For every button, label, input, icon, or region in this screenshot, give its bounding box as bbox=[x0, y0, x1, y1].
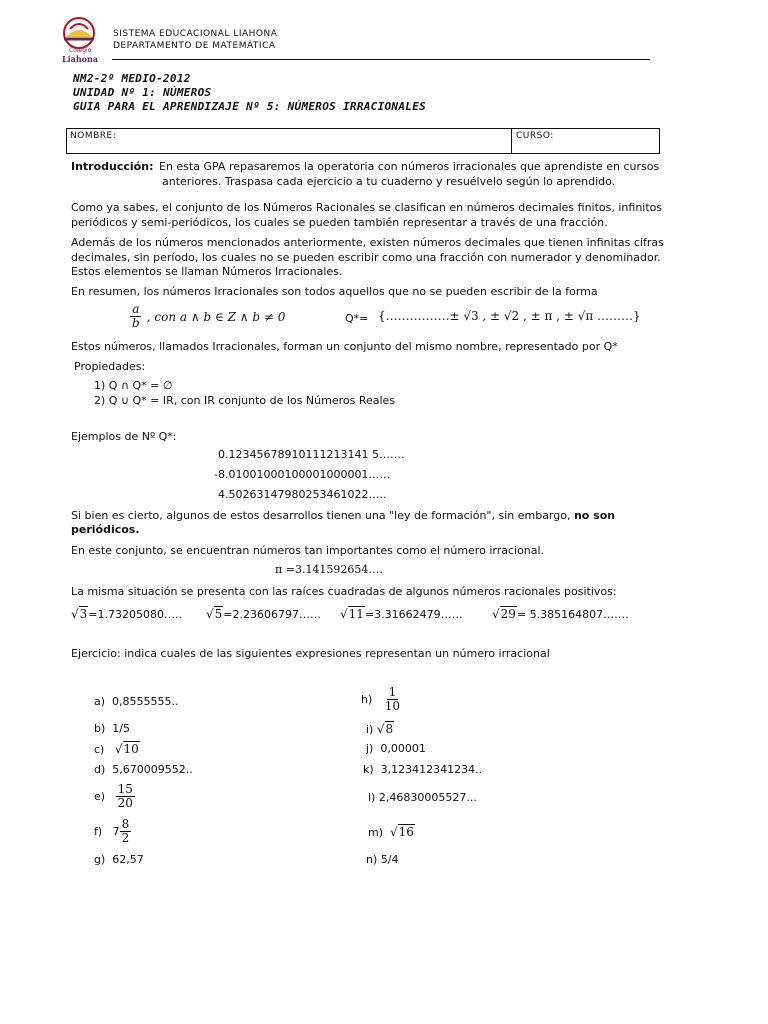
paragraph-6: En este conjunto, se encuentran números tan importantes como el número irracional. bbox=[71, 544, 545, 557]
paragraph-2-line-1: Además de los números mencionados anteriormente, existen números decimales que tienen infinitas cifras bbox=[71, 236, 664, 249]
school-logo bbox=[54, 15, 104, 65]
exercise-item-c: c) √10 bbox=[94, 742, 139, 756]
paragraph-2-line-3: Estos elementos se llaman Números Irracionales. bbox=[71, 265, 343, 278]
exercise-instruction: Ejercicio: indica cuales de las siguientes expresiones representan un número irracional bbox=[71, 647, 550, 660]
root-4-value: = 5.385164807……. bbox=[516, 608, 629, 621]
root-2-value: =2.23606797…… bbox=[223, 608, 321, 621]
paragraph-3: En resumen, los números Irracionales son todos aquellos que no se pueden escribir de la forma bbox=[71, 285, 598, 298]
course-field[interactable]: CURSO: bbox=[516, 131, 554, 141]
intro-label: Introducción: bbox=[71, 160, 154, 173]
exercise-item-i: i) √8 bbox=[366, 722, 394, 736]
guide-title: GUIA PARA EL APRENDIZAJE Nº 5: NÚMEROS IRRACIONALES bbox=[73, 100, 427, 113]
header-rule bbox=[112, 59, 650, 60]
exercise-item-g: g) 62,57 bbox=[94, 853, 144, 866]
paragraph-7: La misma situación se presenta con las raíces cuadradas de algunos números racionales positivos: bbox=[71, 585, 617, 598]
exercise-item-a: a) 0,8555555.. bbox=[94, 695, 179, 708]
root-example-1 bbox=[71, 603, 182, 622]
exercise-item-j: j) 0,00001 bbox=[366, 742, 426, 755]
exercise-item-e: e) $\frac{15}{20}$ bbox=[94, 782, 133, 810]
example-3: 4.50263147980253461022….. bbox=[218, 488, 387, 501]
irrational-set-label: Q*= bbox=[345, 312, 369, 325]
paragraph-5-line-2: periódicos. bbox=[71, 523, 140, 536]
intro-line-2: anteriores. Traspasa cada ejercicio a tu cuaderno y resuélvelo según lo aprendido. bbox=[162, 175, 616, 188]
sqrt-11: √11 bbox=[340, 607, 364, 621]
property-2: 2) Q ∪ Q* = IR, con IR conjunto de los Números Reales bbox=[94, 394, 396, 407]
root-example-2 bbox=[206, 603, 321, 622]
root-3-value: =3.31662479…… bbox=[364, 608, 463, 621]
root-1-value: =1.73205080….. bbox=[88, 608, 182, 621]
department-name: DEPARTAMENTO DE MATEMÁTICA bbox=[113, 41, 276, 51]
example-1: 0.12345678910111213141 5……. bbox=[218, 448, 405, 461]
exercise-item-d: d) 5,670009552.. bbox=[94, 763, 193, 776]
exercise-item-n: n) 5/4 bbox=[366, 853, 399, 866]
formula-condition: , con a ∧ b ∈ Z ∧ b ≠ 0 bbox=[146, 310, 286, 324]
root-example-3 bbox=[340, 603, 463, 622]
sqrt-8: √8 bbox=[376, 722, 394, 736]
exercise-item-l: l) 2,46830005527... bbox=[368, 791, 477, 804]
exercise-item-b: b) 1/5 bbox=[94, 722, 130, 735]
intro-line-1: En esta GPA repasaremos la operatoria con números irracionales que aprendiste en cursos bbox=[159, 160, 660, 173]
logo-text-top: Colegio bbox=[69, 47, 92, 54]
irrational-set-content: {…………….± √3 , ± √2 , ± π , ± √π ………} bbox=[378, 309, 641, 323]
examples-label: Ejemplos de Nº Q*: bbox=[71, 430, 177, 443]
example-2: -8.01001000100001000001…… bbox=[214, 468, 391, 481]
property-1: 1) Q ∩ Q* = ∅ bbox=[94, 379, 173, 392]
paragraph-1-line-1: Como ya sabes, el conjunto de los Números Racionales se clasifican en números decimales finitos, infinitos bbox=[71, 201, 663, 214]
sqrt-5: √5 bbox=[206, 607, 223, 621]
properties-label: Propiedades: bbox=[74, 360, 146, 373]
level-title: NM2-2º MEDIO-2012 bbox=[73, 72, 191, 85]
name-field[interactable]: NOMBRE: bbox=[70, 131, 117, 141]
school-name: SISTEMA EDUCACIONAL LIAHONA bbox=[113, 29, 278, 39]
fraction-15-20: $\frac{15}{20}$ bbox=[117, 782, 133, 810]
paragraph-1-line-2: periódicos y semi-periódicos, los cuales se pueden también representar a través de una fracción. bbox=[71, 216, 608, 229]
pi-value: π =3.141592654…. bbox=[275, 563, 383, 576]
exercise-item-m: m) √16 bbox=[368, 825, 414, 839]
paragraph-5-line-1 bbox=[71, 509, 615, 522]
exercise-item-h: h) $\frac{1}{10}$ bbox=[361, 685, 401, 713]
exercise-item-k: k) 3,123412341234.. bbox=[363, 763, 483, 776]
sqrt-29: √29 bbox=[492, 607, 516, 621]
unit-title: UNIDAD Nº 1: NÚMEROS bbox=[73, 86, 212, 99]
student-info-box bbox=[66, 128, 660, 154]
paragraph-5-text: Si bien es cierto, algunos de estos desarrollos tienen una "ley de formación", sin embargo, bbox=[71, 509, 571, 522]
fraction-a-over-b: $\frac{a}{b}$ bbox=[132, 302, 140, 330]
root-example-4 bbox=[492, 603, 629, 622]
paragraph-4: Estos números, llamados Irracionales, forman un conjunto del mismo nombre, representado por Q* bbox=[71, 340, 618, 353]
paragraph-2-line-2: decimales, sin período, los cuales no se pueden escribir como una fracción con numerador y denominador. bbox=[71, 251, 661, 264]
no-son-emphasis: no son bbox=[573, 509, 616, 522]
box-divider bbox=[511, 128, 512, 153]
exercise-item-f: f) 7 $\frac{8}{2}$ bbox=[94, 817, 130, 845]
sqrt-16: √16 bbox=[390, 825, 414, 839]
fraction-8-2: $\frac{8}{2}$ bbox=[121, 817, 130, 845]
logo-text-bottom: Liahona bbox=[62, 54, 98, 64]
fraction-1-10: $\frac{1}{10}$ bbox=[384, 685, 401, 713]
sqrt-10: √10 bbox=[114, 742, 139, 756]
rational-form-formula bbox=[130, 303, 285, 330]
sqrt-3: √3 bbox=[71, 607, 88, 621]
